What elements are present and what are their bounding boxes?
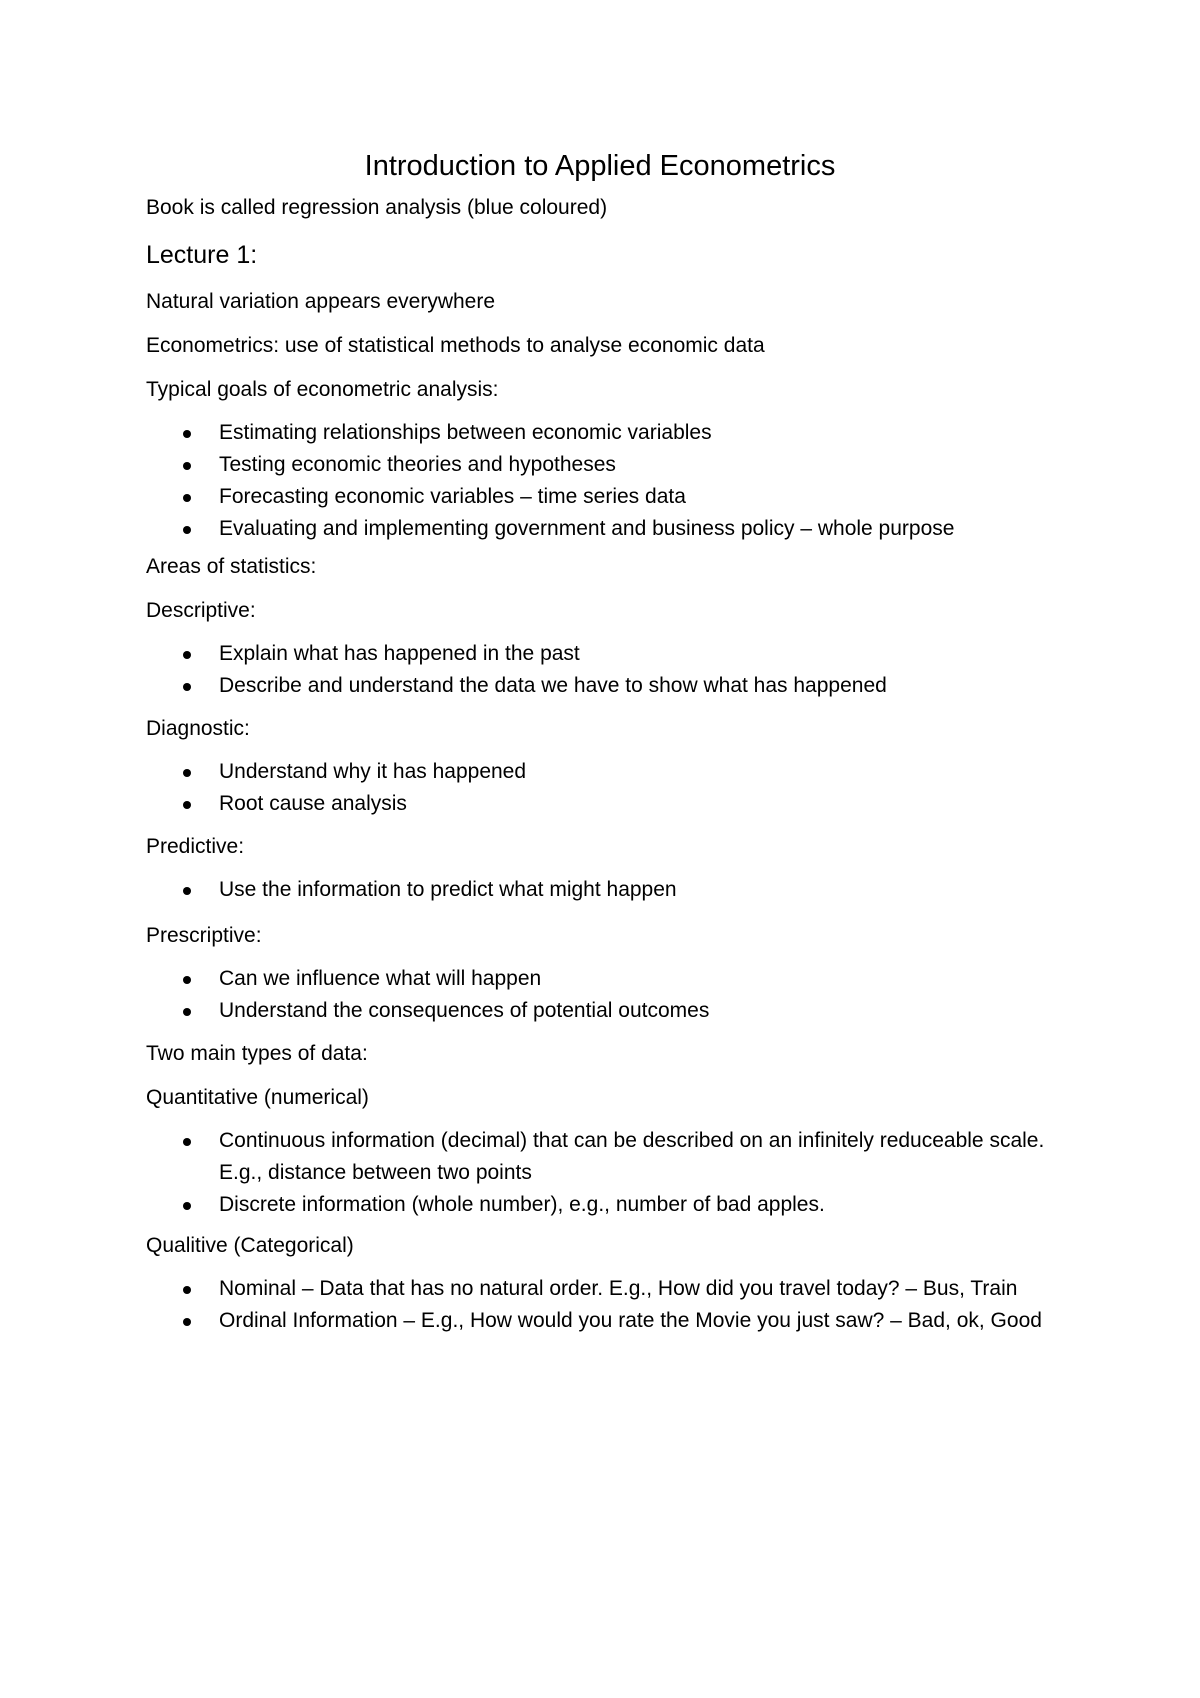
data-types-heading: Two main types of data: xyxy=(146,1042,368,1065)
goals-heading: Typical goals of econometric analysis: xyxy=(146,378,499,401)
list-item: Understand the consequences of potential outcomes xyxy=(180,995,1059,1027)
list-item: Evaluating and implementing government and business policy – whole purpose xyxy=(180,513,1059,545)
natural-variation-text: Natural variation appears everywhere xyxy=(146,290,496,313)
descriptive-heading: Descriptive: xyxy=(146,599,256,622)
qualitative-heading: Qualitive (Categorical) xyxy=(146,1234,354,1257)
book-note: Book is called regression analysis (blue coloured) xyxy=(146,196,608,219)
list-item: Nominal – Data that has no natural order. E.g., How did you travel today? – Bus, Train xyxy=(180,1273,1059,1305)
qualitative-list xyxy=(180,1273,1059,1337)
bullet-icon xyxy=(183,462,191,470)
bullet-icon xyxy=(183,1318,191,1326)
bullet-icon xyxy=(183,526,191,534)
list-item: Root cause analysis xyxy=(180,788,1059,820)
bullet-icon xyxy=(183,494,191,502)
quantitative-heading: Quantitative (numerical) xyxy=(146,1086,369,1109)
list-item: Use the information to predict what might happen xyxy=(180,874,1059,906)
econometrics-definition: Econometrics: use of statistical methods to analyse economic data xyxy=(146,334,765,357)
bullet-icon xyxy=(183,1008,191,1016)
descriptive-list xyxy=(180,638,1059,702)
bullet-icon xyxy=(183,769,191,777)
quantitative-list xyxy=(180,1125,1059,1221)
document-title: Introduction to Applied Econometrics xyxy=(364,150,836,182)
predictive-list xyxy=(180,874,1059,906)
bullet-icon xyxy=(183,651,191,659)
prescriptive-list xyxy=(180,963,1059,1027)
list-item: Discrete information (whole number), e.g., number of bad apples. xyxy=(180,1189,1059,1221)
list-item: Can we influence what will happen xyxy=(180,963,1059,995)
bullet-icon xyxy=(183,1286,191,1294)
bullet-icon xyxy=(183,683,191,691)
diagnostic-heading: Diagnostic: xyxy=(146,717,250,740)
list-item: Continuous information (decimal) that can be described on an infinitely reduceable scale. E.g., distance between two points xyxy=(180,1125,1049,1189)
list-item: Explain what has happened in the past xyxy=(180,638,1059,670)
bullet-icon xyxy=(183,430,191,438)
list-item: Estimating relationships between economic variables xyxy=(180,417,1059,449)
lecture-heading: Lecture 1: xyxy=(146,241,258,269)
predictive-heading: Predictive: xyxy=(146,835,245,858)
list-item: Describe and understand the data we have to show what has happened xyxy=(180,670,1059,702)
list-item: Testing economic theories and hypotheses xyxy=(180,449,1059,481)
goals-list xyxy=(180,417,1059,545)
list-item: Forecasting economic variables – time series data xyxy=(180,481,1059,513)
areas-heading: Areas of statistics: xyxy=(146,555,317,578)
bullet-icon xyxy=(183,1138,191,1146)
list-item: Ordinal Information – E.g., How would you rate the Movie you just saw? – Bad, ok, Good xyxy=(180,1305,1049,1337)
bullet-icon xyxy=(183,1202,191,1210)
bullet-icon xyxy=(183,887,191,895)
bullet-icon xyxy=(183,976,191,984)
bullet-icon xyxy=(183,801,191,809)
diagnostic-list xyxy=(180,756,1059,820)
prescriptive-heading: Prescriptive: xyxy=(146,924,262,947)
list-item: Understand why it has happened xyxy=(180,756,1059,788)
